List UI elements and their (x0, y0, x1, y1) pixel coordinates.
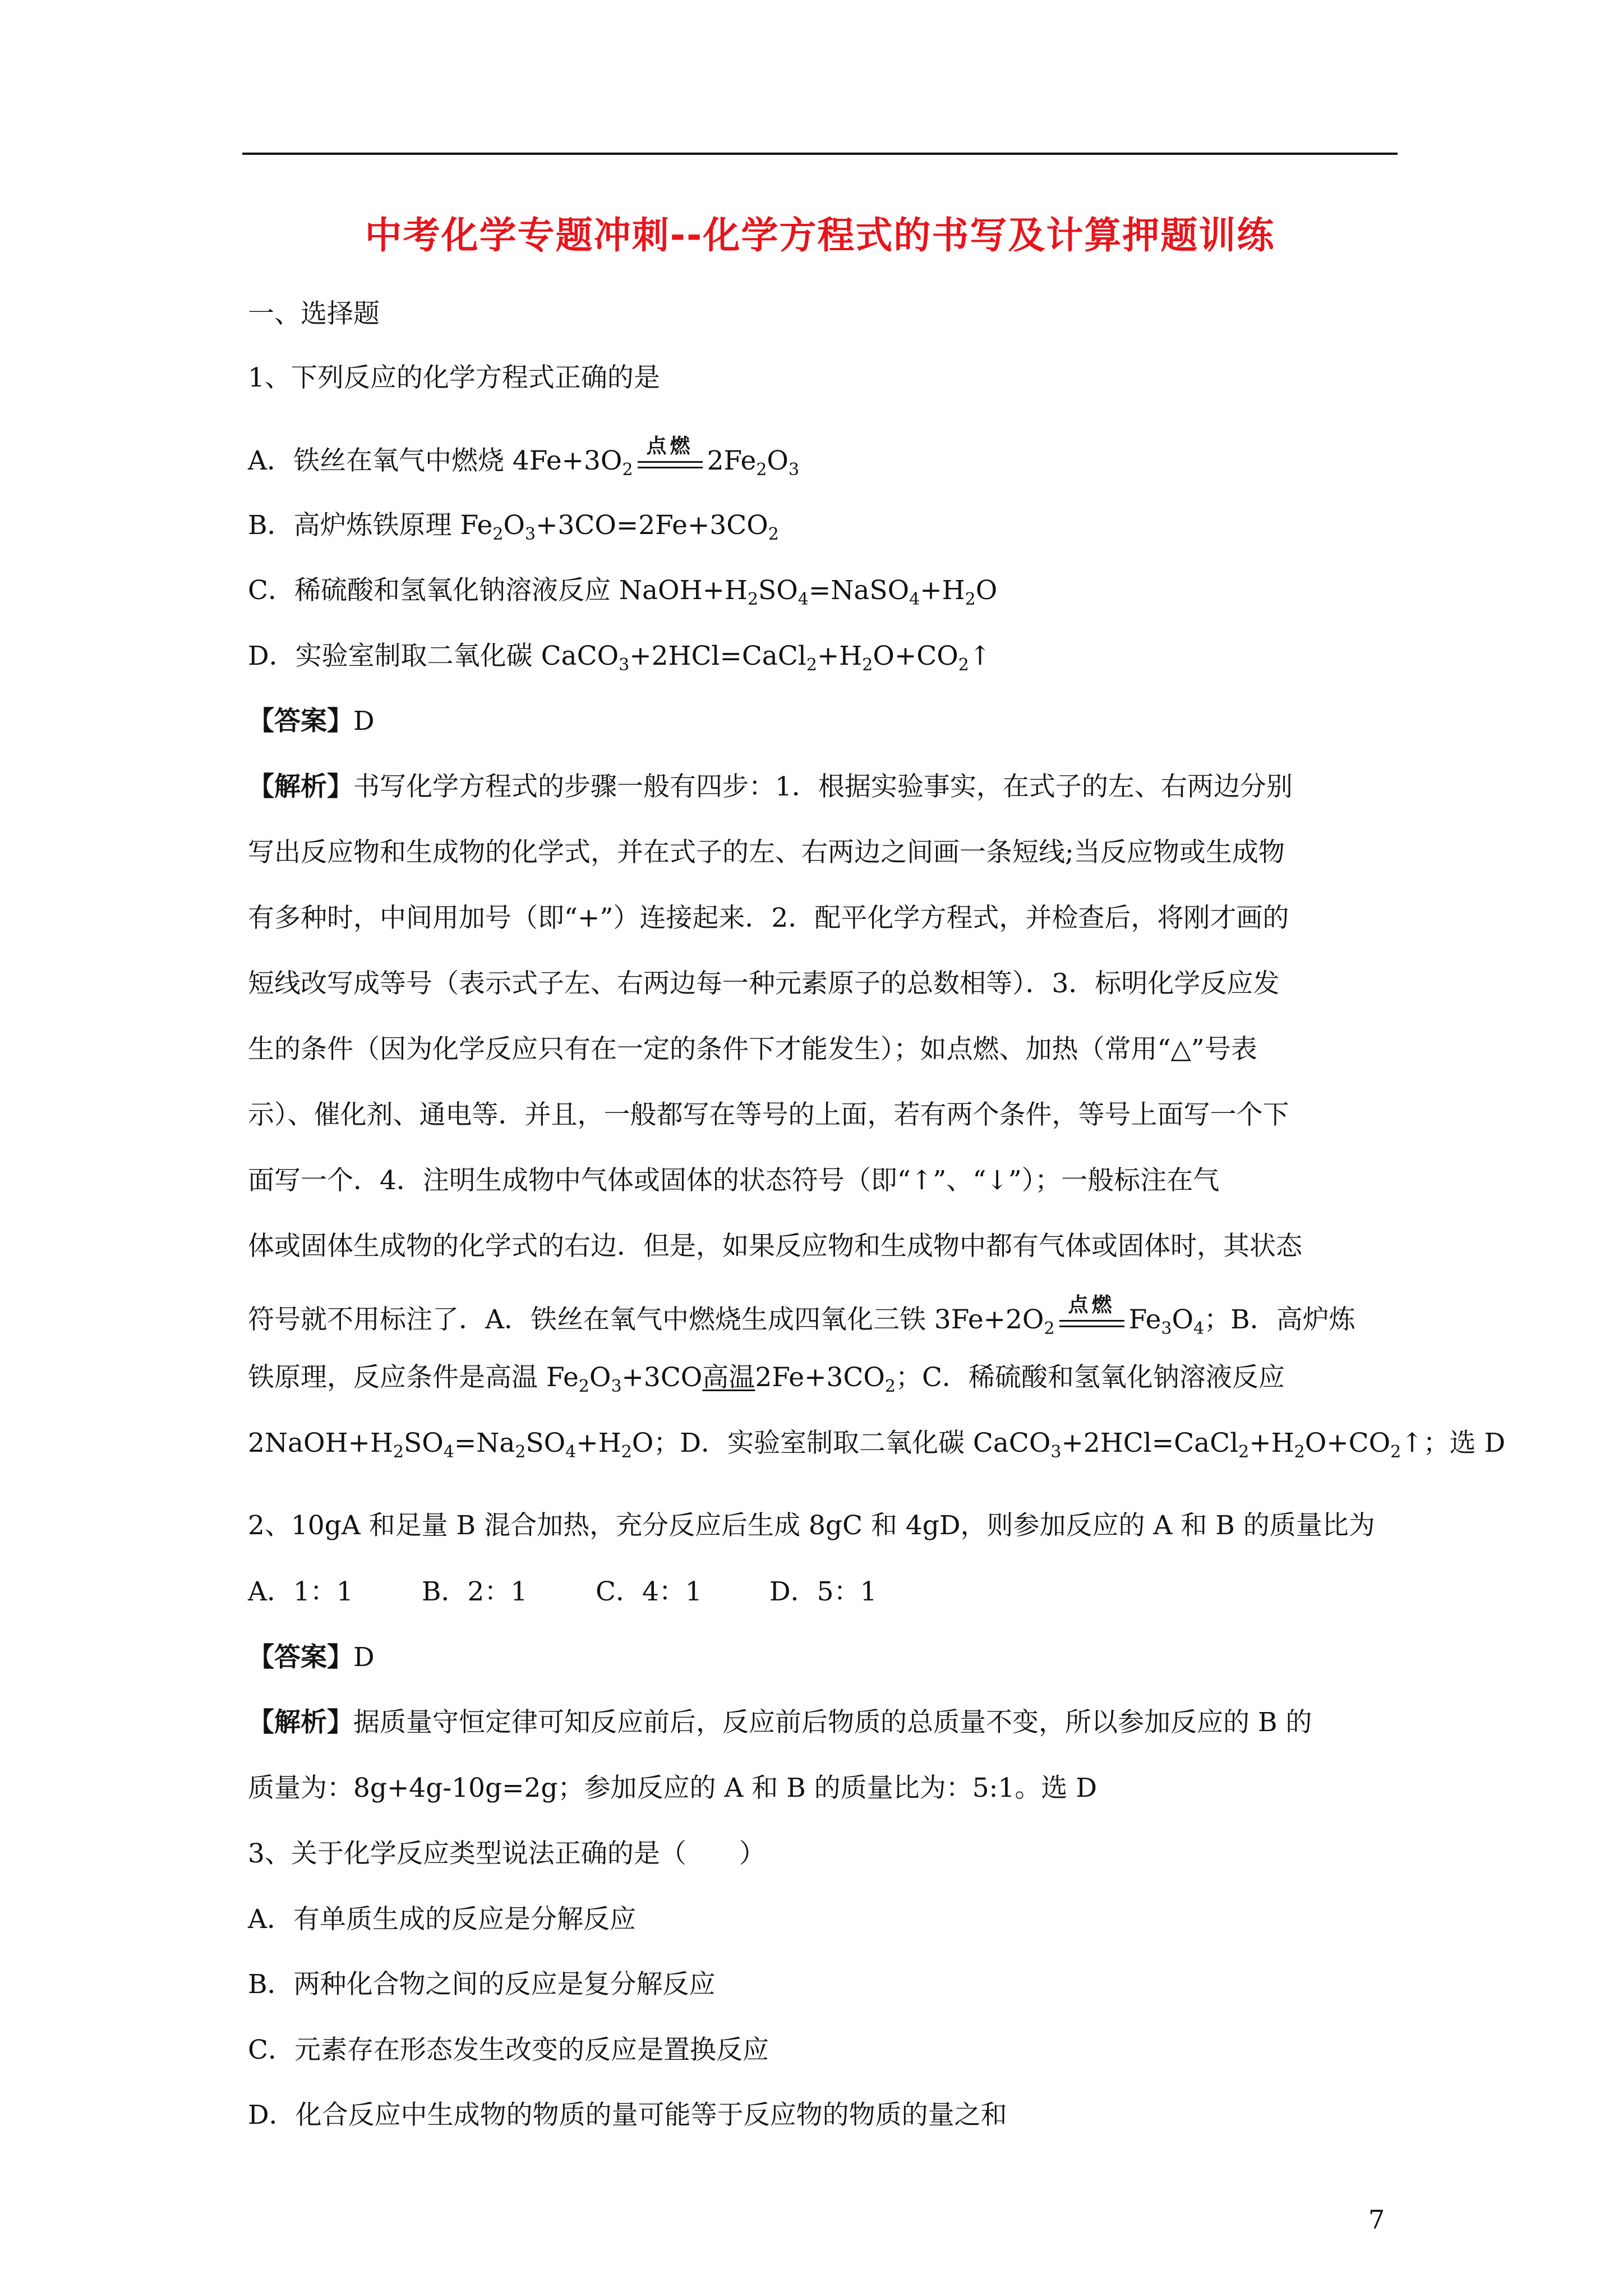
q3-stem: 3、关于化学反应类型说法正确的是（ ） (248, 1838, 766, 1869)
page-title: 中考化学专题冲刺--化学方程式的书写及计算押题训练 (365, 214, 1275, 257)
q2-analysis: 【解析】据质量守恒定律可知反应前后，反应前后物质的总质量不变，所以参加反应的 B 的 质量为：8g+4g-10g=2g；参加反应的 A 和 B 的质量比为：5:1。选 D (248, 1707, 1312, 1803)
reaction-condition: 点燃 (637, 444, 704, 478)
q2-answer: 【答案】D (248, 1642, 375, 1673)
header-rule (242, 153, 1398, 155)
q1-stem: 1、下列反应的化学方程式正确的是 (248, 362, 660, 393)
q2-option-d: D．5：1 (769, 1576, 877, 1607)
q2-stem: 2、10gA 和足量 B 混合加热，充分反应后生成 8gC 和 4gD，则参加反应的 A 和 B 的质量比为 (248, 1510, 1375, 1541)
q3-option-a: A．有单质生成的反应是分解反应 (248, 1904, 636, 1935)
q2-option-b: B．2：1 (422, 1576, 528, 1607)
q1-answer: 【答案】D (248, 706, 375, 737)
q2-option-a: A．1：1 (248, 1576, 353, 1607)
q1-option-b: B．高炉炼铁原理 $Fe_2O_3+3CO=2Fe+3CO_2$ (248, 510, 779, 544)
q2-option-c: C．4：1 (596, 1576, 702, 1607)
q3-option-d: D．化合反应中生成物的物质的量可能等于反应物的物质的量之和 (248, 2100, 1007, 2131)
q1-option-c: C．稀硫酸和氢氧化钠溶液反应 $NaOH+H_2SO_4=NaSO_4+H_2O$ (248, 575, 998, 609)
q1-analysis: 【解析】书写化学方程式的步骤一般有四步：1．根据实验事实，在式子的左、右两边分别 写出反应物和生成物的化学式，并在式子的左、右两边之间画一条短线;当反应物或生成物 有多种时，中间用加号（即“+”）连接起来．2．配平化学方程式，并检查后，将刚才画的 短线改写成等号（表示式子左、右两边每一种元素原子的总数相等）．3．标明化学反应发 生的条件（因为化学反应只有在一定的条件下才能发生）；如点燃、加热（常用“△”号表 示）、催化剂、通电等．并且，一般都写在等号的上面，若有两个条件，等号上面写一个下 面写一个．4．注明生成物中气体或固体的状态符号（即“↑”、“↓”）；一般标注在气 体或固体生成物的化学式的右边．但是，如果反应物和生成物中都有气体或固体时，其状态 符号就不用标注了．A．铁丝在氧气中燃烧生成四氧化三铁 $3Fe+2O_2$ 点燃 $Fe_3O_4$；B．高炉炼 铁原理，反应条件是高温 $Fe_2O_3+3CO$高温$2Fe+3CO_2$；C．稀硫酸和氢氧化钠溶液反应 $2NaOH+H_2SO_4=Na_2SO_4+H_2O$；D．实验室制取二氧化碳 $CaCO_3+2HCl=CaCl_2+H_2O+CO_2↑$；选 D (248, 771, 1506, 1462)
page-number: 7 (1368, 2205, 1385, 2235)
q3-option-c: C．元素存在形态发生改变的反应是置换反应 (248, 2035, 769, 2065)
q2-options (248, 1575, 943, 1609)
q1-option-d: D．实验室制取二氧化碳 $CaCO_3+2HCl=CaCl_2+H_2O+CO_2↑$ (248, 641, 992, 675)
section-heading: 一、选择题 (248, 298, 380, 329)
q1-option-a: A．铁丝在氧气中燃烧 $4Fe+3O_2$ 点燃 $2Fe_2O_3$ (248, 435, 800, 480)
q3-option-b: B．两种化合物之间的反应是复分解反应 (248, 1969, 716, 2000)
